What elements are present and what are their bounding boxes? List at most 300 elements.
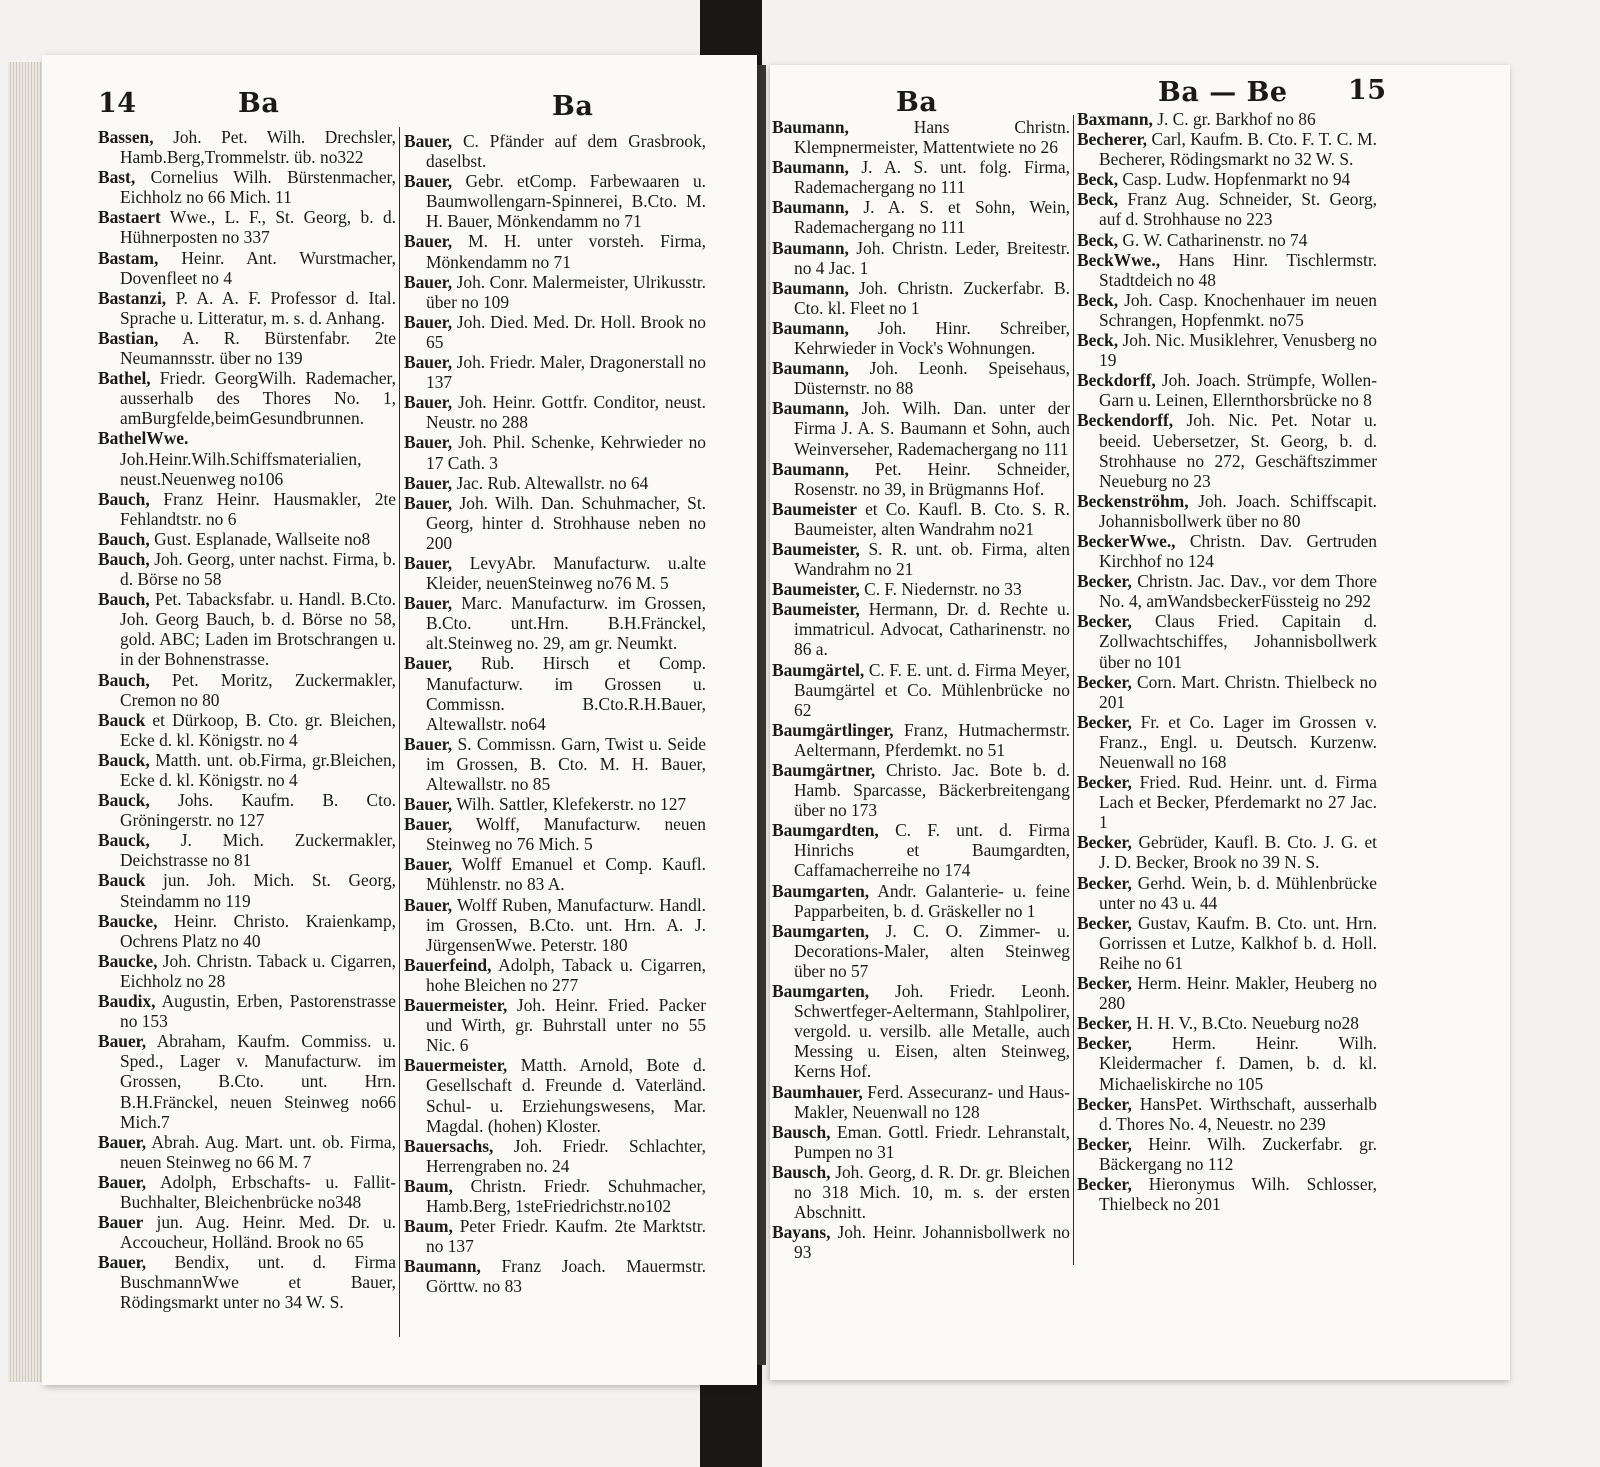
entry-details: Gebr. etComp. Farbewaaren u. Baumwollengarn-Spinnerei, B.Cto. M. H. Bauer, Mönkendamm no 71 (426, 171, 706, 232)
directory-entry (98, 1031, 396, 1131)
entry-details: Andr. Galanterie- u. feine Papparbeiten, b. d. Gräskeller no 1 (794, 880, 1070, 921)
page-number: 14 (98, 88, 137, 119)
entry-surname: Bauer, (404, 171, 453, 192)
directory-entry (404, 131, 706, 171)
entry-details: jun. Aug. Heinr. Med. Dr. u. Accoucheur, Holländ. Brook no 65 (120, 1212, 396, 1253)
directory-entry (1077, 290, 1377, 330)
directory-entry (772, 358, 1070, 398)
entry-surname: Bauerfeind, (404, 954, 492, 975)
entry-surname: Bauer, (98, 1252, 147, 1273)
entry-surname: Bauer, (404, 814, 453, 835)
entry-details: Franz, Hutmachermstr. Aeltermann, Pferdemkt. no 51 (794, 719, 1070, 760)
entry-details: Matth. unt. ob.Firma, gr.Bleichen, Ecke d. kl. Königstr. no 4 (120, 749, 396, 790)
entry-details: Pet. Moritz, Zuckermakler, Cremon no 80 (120, 669, 396, 710)
entry-surname: Becherer, (1077, 129, 1148, 150)
entry-details: Pet. Heinr. Schneider, Rosenstr. no 39, in Brügmanns Hof. (794, 458, 1070, 499)
entry-surname: Bauck (98, 709, 146, 730)
entry-details: Franz Aug. Schneider, St. Georg, auf d. Strohhause no 223 (1099, 189, 1377, 230)
entry-details: S. R. unt. ob. Firma, alten Wandrahm no 21 (794, 538, 1070, 580)
entry-surname: Bausch, (772, 1161, 831, 1182)
page-edges (8, 62, 42, 1382)
entry-surname: Bauer, (404, 231, 453, 252)
entry-details: C. F. E. unt. d. Firma Meyer, Baumgärtel et Co. Mühlenbrücke no 62 (794, 659, 1070, 720)
entry-details: Joh. Friedr. Schlachter, Herrengraben no. 24 (426, 1135, 706, 1176)
entry-surname: Baumeister, (772, 599, 860, 620)
entry-surname: Beck, (1077, 189, 1119, 210)
directory-entry (404, 392, 706, 432)
entry-details: Adolph, Erbschafts- u. Fallit-Buchhalter, Bleichenbrücke no348 (120, 1171, 396, 1212)
entry-details: Matth. Arnold, Bote d. Gesellschaft d. Freunde d. Vaterländ. Schul- u. Erziehungswesens, Mar. Magdal. (hohen) Kloster. (426, 1055, 706, 1136)
directory-entry (1077, 410, 1377, 490)
entry-details: J. Mich. Zuckermakler, Deichstrasse no 81 (120, 830, 396, 871)
entry-details: Herm. Heinr. Wilh. Kleidermacher f. Damen, b. d. kl. Michaeliskirche no 105 (1099, 1033, 1377, 1094)
entry-details: Jac. Rub. Altewallstr. no 64 (452, 472, 649, 493)
directory-entry (404, 734, 706, 794)
directory-entry (98, 830, 396, 870)
entry-surname: Baumgardten, (772, 820, 879, 841)
directory-entry (1077, 250, 1377, 290)
entry-surname: Bauer, (98, 1171, 147, 1192)
directory-entry (772, 117, 1070, 157)
entry-surname: Baumann, (772, 317, 849, 338)
directory-entry (404, 553, 706, 593)
entry-surname: Baudix, (98, 991, 156, 1012)
directory-entry (772, 197, 1070, 237)
entry-surname: Becker, (1077, 671, 1132, 692)
directory-entry (98, 911, 396, 951)
entry-details: Gust. Esplanade, Wallseite no8 (149, 528, 371, 549)
entry-details: Joh. Casp. Knochenhauer im neuen Schrangen, Hopfenmkt. no75 (1099, 289, 1377, 330)
entry-details: jun. Joh. Mich. St. Georg, Steindamm no 119 (120, 870, 396, 911)
directory-entry (772, 599, 1070, 659)
directory-entry (1077, 772, 1377, 832)
right-page (770, 65, 1510, 1380)
entry-surname: Bauer, (404, 311, 453, 332)
entry-surname: Beckenströhm, (1077, 490, 1189, 511)
directory-entry (98, 529, 396, 549)
entry-surname: Bauer, (404, 271, 453, 292)
entry-details: Joh. Christn. Leder, Breitestr. no 4 Jac. 1 (794, 237, 1070, 278)
entry-surname: BeckWwe., (1077, 249, 1161, 270)
entry-surname: Baumgarten, (772, 880, 870, 901)
entry-surname: Baumgarten, (772, 920, 870, 941)
entry-details: Joh. Leonh. Speisehaus, Düsternstr. no 88 (794, 358, 1070, 399)
entry-surname: Bauer, (404, 653, 453, 674)
entry-details: J. A. S. et Sohn, Wein, Rademachergang no 111 (794, 197, 1070, 238)
directory-entry (1077, 913, 1377, 973)
entry-surname: Beckdorff, (1077, 370, 1156, 391)
directory-entry (1077, 129, 1377, 169)
running-head-left: Ba (238, 88, 280, 119)
directory-entry (772, 820, 1070, 880)
entry-surname: Baumgärtel, (772, 659, 865, 680)
entry-surname: Becker, (1077, 1033, 1132, 1054)
entry-details: J. A. S. unt. folg. Firma, Rademachergang no 111 (794, 157, 1070, 198)
directory-entry (98, 710, 396, 750)
entry-surname: Becker, (1077, 1133, 1132, 1154)
running-head-right: Ba — Be (1158, 77, 1288, 108)
entry-surname: Bauer, (404, 131, 453, 151)
entry-surname: Baum, (404, 1175, 453, 1196)
entry-details: Joh. Georg, unter nachst. Firma, b. d. Börse no 58 (120, 548, 396, 590)
entry-surname: Bastian, (98, 327, 159, 348)
entry-surname: Becker, (1077, 973, 1132, 994)
entry-details: Joh. Wilh. Dan. Schuhmacher, St. Georg, hinter d. Strohhause neben no 200 (426, 492, 706, 553)
directory-entry (98, 288, 396, 328)
entry-surname: Bathel, (98, 368, 151, 389)
entry-surname: Bauer, (404, 733, 453, 754)
directory-entry (772, 499, 1070, 539)
entry-column-2 (404, 131, 706, 1366)
entry-details: Franz Heinr. Hausmakler, 2te Fehlandtstr. no 6 (120, 488, 396, 529)
entry-details: Eman. Gottl. Friedr. Lehranstalt, Pumpen no 31 (794, 1121, 1070, 1162)
entry-surname: Bauer, (404, 854, 453, 875)
entry-details: Heinr. Wilh. Zuckerfabr. gr. Bäckergang no 112 (1099, 1133, 1377, 1174)
directory-entry (1077, 491, 1377, 531)
entry-details: Joh. Christn. Taback u. Cigarren, Eichholz no 28 (120, 950, 396, 991)
directory-entry (404, 1256, 706, 1296)
entry-details: Cornelius Wilh. Bürstenmacher, Eichholz no 66 Mich. 11 (120, 167, 396, 208)
entry-surname: Bauch, (98, 669, 150, 690)
entry-details: Joh.Heinr.Wilh.Schiffsmaterialien, neust.Neuenweg no106 (120, 448, 362, 489)
entry-details: Joh. Heinr. Johannisbollwerk no 93 (794, 1222, 1070, 1263)
directory-entry (98, 670, 396, 710)
directory-entry (98, 167, 396, 207)
directory-entry (772, 459, 1070, 499)
directory-entry (772, 921, 1070, 981)
directory-entry (404, 352, 706, 392)
directory-entry (1077, 1134, 1377, 1174)
directory-entry (1077, 611, 1377, 671)
entry-details: Bendix, unt. d. Firma BuschmannWwe et Bauer, Rödingsmarkt unter no 34 W. S. (120, 1252, 396, 1313)
entry-surname: Becker, (1077, 1013, 1132, 1034)
directory-entry (98, 489, 396, 529)
directory-entry (98, 790, 396, 830)
page-number: 15 (1348, 75, 1387, 106)
entry-details: Hans Hinr. Tischlermstr. Stadtdeich no 48 (1099, 249, 1377, 290)
entry-surname: Bastaert (98, 207, 161, 228)
directory-entry (98, 1212, 396, 1252)
entry-surname: Beck, (1077, 330, 1119, 351)
entry-details: Gustav, Kaufm. B. Cto. unt. Hrn. Gorrissen et Lutze, Kalkhof b. d. Holl. Reihe no 61 (1099, 912, 1377, 973)
entry-surname: Bauermeister, (404, 995, 508, 1016)
directory-entry (98, 328, 396, 368)
directory-entry (404, 1136, 706, 1176)
directory-entry (98, 1132, 396, 1172)
directory-entry (1077, 712, 1377, 772)
directory-entry (772, 398, 1070, 458)
directory-entry (1077, 873, 1377, 913)
directory-entry (404, 794, 706, 814)
entry-column-1 (98, 127, 396, 1362)
entry-details: et Co. Kaufl. B. Cto. S. R. Baumeister, alten Wandrahm no21 (794, 498, 1070, 539)
entry-surname: Becker, (1077, 571, 1132, 592)
entry-surname: Baum, (404, 1216, 453, 1237)
entry-surname: Bausch, (772, 1121, 831, 1142)
entry-surname: Bauer, (404, 593, 453, 614)
entry-surname: Baumann, (772, 458, 849, 479)
entry-details: Joh. Hinr. Schreiber, Kehrwieder in Vock's Wohnungen. (794, 317, 1070, 359)
entry-details: Fried. Rud. Heinr. unt. d. Firma Lach et Becker, Pferdemarkt no 27 Jac. 1 (1099, 772, 1377, 833)
entry-details: Abrah. Aug. Mart. unt. ob. Firma, neuen Steinweg no 66 M. 7 (120, 1131, 396, 1172)
directory-entry (1077, 189, 1377, 229)
directory-entry (772, 1122, 1070, 1162)
entry-details: Hieronymus Wilh. Schlosser, Thielbeck no 201 (1099, 1173, 1377, 1215)
entry-details: Hermann, Dr. d. Rechte u. immatricul. Advocat, Catharinenstr. no 86 a. (794, 599, 1070, 660)
entry-surname: Baumgärtner, (772, 760, 876, 780)
entry-surname: BathelWwe. (98, 428, 189, 449)
entry-surname: Bauck, (98, 749, 150, 770)
directory-entry (772, 760, 1070, 820)
entry-details: Joh. Joach. Strümpfe, Wollen-Garn u. Leinen, Ellernthorsbrücke no 8 (1099, 370, 1377, 411)
directory-entry (1077, 109, 1377, 129)
entry-surname: Bauer, (98, 1031, 147, 1052)
entry-details: Heinr. Christo. Kraienkamp, Ochrens Platz no 40 (120, 910, 396, 951)
entry-surname: Bauer (98, 1212, 144, 1233)
entry-surname: Bastam, (98, 247, 159, 268)
entry-surname: Baumgarten, (772, 981, 870, 1002)
entry-surname: Bauck, (98, 830, 150, 851)
entry-details: C. Pfänder auf dem Grasbrook, daselbst. (426, 131, 706, 172)
entry-surname: Bauck, (98, 790, 150, 811)
entry-details: H. H. V., B.Cto. Neueburg no28 (1131, 1013, 1359, 1034)
entry-details: Marc. Manufacturw. im Grossen, B.Cto. unt.Hrn. B.H.Fränckel, alt.Steinweg no. 29, am gr. Neumkt. (426, 593, 706, 654)
entry-details: S. Commissn. Garn, Twist u. Seide im Grossen, B. Cto. M. H. Bauer, Altewallstr. no 85 (426, 733, 706, 794)
directory-entry (404, 955, 706, 995)
entry-details: Joh. Heinr. Fried. Packer und Wirth, gr. Buhrstall unter no 55 Nic. 6 (426, 995, 706, 1056)
entry-surname: Bayans, (772, 1222, 831, 1243)
entry-surname: Beck, (1077, 229, 1119, 250)
entry-details: M. H. unter vorsteh. Firma, Mönkendamm no 71 (426, 231, 706, 272)
entry-surname: Beck, (1077, 169, 1119, 190)
directory-entry (772, 157, 1070, 197)
entry-surname: Baumann, (772, 197, 849, 218)
directory-entry (772, 318, 1070, 358)
entry-details: Ferd. Assecuranz- und Haus-Makler, Neuenwall no 128 (794, 1081, 1070, 1122)
entry-details: A. R. Bürstenfabr. 2te Neumannsstr. über no 139 (120, 327, 396, 369)
entry-details: Joh. Heinr. Gottfr. Conditor, neust. Neustr. no 288 (426, 392, 706, 433)
entry-surname: Becker, (1077, 711, 1132, 732)
entry-surname: Baxmann, (1077, 109, 1153, 129)
directory-entry (1077, 1033, 1377, 1093)
directory-entry (404, 1055, 706, 1135)
directory-entry (404, 312, 706, 352)
entry-surname: Bauersachs, (404, 1135, 494, 1156)
entry-details: Wolff, Manufacturw. neuen Steinweg no 76 Mich. 5 (426, 814, 706, 855)
entry-details: Augustin, Erben, Pastorenstrasse no 153 (120, 991, 396, 1032)
entry-details: J. C. gr. Barkhof no 86 (1152, 109, 1316, 129)
entry-details: Joh. Joach. Schiffscapit. Johannisbollwerk über no 80 (1099, 490, 1377, 531)
directory-entry (1077, 531, 1377, 571)
entry-details: Casp. Ludw. Hopfenmarkt no 94 (1118, 169, 1351, 190)
entry-surname: Baumeister, (772, 579, 860, 600)
entry-surname: Becker, (1077, 872, 1132, 893)
directory-entry (772, 981, 1070, 1081)
entry-surname: Baumann, (772, 237, 849, 258)
entry-details: Heinr. Ant. Wurstmacher, Dovenfleet no 4 (120, 247, 396, 288)
entry-details: Joh. Died. Med. Dr. Holl. Brook no 65 (426, 311, 706, 352)
running-head-left: Ba (896, 87, 938, 118)
directory-entry (1077, 169, 1377, 189)
directory-entry (1077, 330, 1377, 370)
entry-details: C. F. unt. d. Firma Hinrichs et Baumgardten, Caffamacherreihe no 174 (794, 820, 1070, 881)
directory-entry (98, 991, 396, 1031)
entry-surname: Baucke, (98, 950, 158, 971)
entry-surname: Bauer, (404, 392, 453, 413)
directory-entry (404, 493, 706, 553)
directory-entry (404, 814, 706, 854)
entry-details: et Dürkoop, B. Cto. gr. Bleichen, Ecke d. kl. Königstr. no 4 (120, 709, 396, 750)
running-head-right: Ba (552, 91, 594, 122)
directory-entry (404, 995, 706, 1055)
directory-entry (772, 238, 1070, 278)
directory-entry (772, 539, 1070, 579)
entry-column-2 (1077, 109, 1377, 1339)
entry-surname: Becker, (1077, 772, 1132, 793)
entry-details: Peter Friedr. Kaufm. 2te Marktstr. no 137 (426, 1216, 706, 1257)
entry-surname: Beck, (1077, 289, 1119, 310)
entry-surname: Bauer, (404, 894, 453, 915)
entry-details: Gebrüder, Kaufl. B. Cto. J. G. et J. D. Becker, Brook no 39 N. S. (1099, 832, 1377, 873)
entry-surname: Bastanzi, (98, 287, 167, 308)
entry-surname: Baumann, (772, 117, 849, 137)
entry-details: Corn. Mart. Christn. Thielbeck no 201 (1099, 671, 1377, 712)
entry-details: Joh. Christn. Zuckerfabr. B. Cto. kl. Fleet no 1 (794, 277, 1070, 318)
directory-entry (1077, 370, 1377, 410)
entry-column-1 (772, 117, 1070, 1347)
directory-entry (1077, 1013, 1377, 1033)
entry-details: Christo. Jac. Bote b. d. Hamb. Sparcasse, Bäckerbreitengang über no 173 (794, 760, 1070, 821)
directory-entry (404, 473, 706, 493)
entry-surname: Becker, (1077, 1173, 1132, 1194)
directory-entry (1077, 1094, 1377, 1134)
directory-entry (404, 171, 706, 231)
entry-details: Wolff Emanuel et Comp. Kaufl. Mühlenstr. no 83 A. (426, 854, 706, 895)
entry-details: Rub. Hirsch et Comp. Manufacturw. im Grossen u. Commissn. B.Cto.R.H.Bauer, Altewallstr. no64 (426, 653, 706, 734)
entry-surname: Bauermeister, (404, 1055, 508, 1076)
directory-entry (772, 660, 1070, 720)
directory-entry (98, 1252, 396, 1312)
entry-surname: Bauer, (404, 352, 453, 373)
entry-details: Joh. Conr. Malermeister, Ulrikusstr. über no 109 (426, 271, 706, 312)
entry-surname: Baumann, (404, 1256, 481, 1277)
entry-surname: Becker, (1077, 912, 1132, 933)
entry-surname: Bauer, (404, 552, 453, 573)
column-rule (1073, 115, 1074, 1265)
directory-entry (98, 368, 396, 428)
entry-details: Gerhd. Wein, b. d. Mühlenbrücke unter no 43 u. 44 (1099, 872, 1377, 913)
entry-surname: Baumhauer, (772, 1081, 863, 1102)
directory-entry (404, 653, 706, 733)
directory-entry (1077, 571, 1377, 611)
entry-details: HansPet. Wirthschaft, ausserhalb d. Thores No. 4, Neuestr. no 239 (1099, 1093, 1377, 1134)
directory-entry (772, 1162, 1070, 1222)
directory-entry (98, 1172, 396, 1212)
directory-entry (98, 750, 396, 790)
directory-entry (404, 593, 706, 653)
directory-entry (404, 895, 706, 955)
directory-entry (404, 1216, 706, 1256)
left-page (42, 55, 757, 1385)
entry-surname: Baucke, (98, 910, 158, 931)
directory-entry (98, 549, 396, 589)
directory-entry (98, 870, 396, 910)
directory-entry (98, 951, 396, 991)
directory-entry (404, 432, 706, 472)
directory-entry (1077, 832, 1377, 872)
directory-entry (404, 272, 706, 312)
entry-details: Hans Christn. Klempnermeister, Mattentwiete no 26 (794, 117, 1070, 158)
entry-details: J. C. O. Zimmer- u. Decorations-Maler, alten Steinweg über no 57 (794, 920, 1070, 981)
directory-entry (98, 207, 396, 247)
entry-surname: Baumeister, (772, 538, 860, 559)
entry-surname: Baumann, (772, 398, 849, 419)
directory-entry (404, 1176, 706, 1216)
entry-details: Franz Joach. Mauermstr. Görttw. no 83 (426, 1256, 706, 1297)
entry-details: Joh. Georg, d. R. Dr. gr. Bleichen no 318 Mich. 10, m. s. der ersten Abschnitt. (794, 1161, 1070, 1223)
column-rule (399, 127, 400, 1337)
entry-details: Joh. Nic. Pet. Notar u. beeid. Uebersetzer, St. Georg, b. d. Strohhause no 272, Geschäftszimmer Neueburg no 23 (1099, 410, 1377, 491)
entry-surname: Bauer, (404, 794, 453, 815)
directory-entry (98, 428, 396, 488)
entry-details: Wolff Ruben, Manufacturw. Handl. im Grossen, B.Cto. unt. Hrn. A. J. JürgensenWwe. Peterstr. 180 (426, 894, 706, 955)
entry-details: Abraham, Kaufm. Commiss. u. Sped., Lager v. Manufacturw. im Grossen, B.Cto. unt. Hrn. B.H.Fränckel, neuen Steinweg no66 Mich.7 (120, 1031, 396, 1132)
directory-entry (772, 278, 1070, 318)
entry-details: Christn. Jac. Dav., vor dem Thore No. 4, amWandsbeckerFüssteig no 292 (1099, 571, 1377, 612)
entry-details: Wilh. Sattler, Klefekerstr. no 127 (452, 794, 687, 815)
entry-details: Carl, Kaufm. B. Cto. F. T. C. M. Becherer, Rödingsmarkt no 32 W. S. (1099, 129, 1377, 170)
entry-surname: Bauer, (404, 472, 453, 493)
entry-surname: Bauck (98, 870, 146, 891)
directory-entry (404, 854, 706, 894)
entry-details: P. A. A. F. Professor d. Ital. Sprache u. Litteratur, m. s. d. Anhang. (120, 287, 396, 328)
directory-entry (1077, 230, 1377, 250)
entry-details: G. W. Catharinenstr. no 74 (1118, 229, 1308, 250)
directory-entry (98, 248, 396, 288)
entry-surname: Baumgärtlinger, (772, 719, 894, 740)
directory-entry (772, 579, 1070, 599)
entry-surname: Beckendorff, (1077, 410, 1174, 431)
entry-details: Fr. et Co. Lager im Grossen v. Franz., Engl. u. Deutsch. Kurzenw. Neuenwall no 168 (1099, 711, 1377, 772)
entry-surname: Becker, (1077, 611, 1132, 632)
entry-details: Joh. Friedr. Leonh. Schwertfeger-Aeltermann, Stahlpolirer, vergold. u. versilb. alle Metalle, auch Messing u. Eisen, alten Steinweg, Kerns Hof. (794, 981, 1070, 1082)
entry-surname: Baumann, (772, 157, 849, 178)
directory-entry (772, 1082, 1070, 1122)
directory-entry (98, 589, 396, 669)
entry-surname: Bassen, (98, 127, 154, 147)
entry-details: Claus Fried. Capitain d. Zollwachtschiffes, Johannisbollwerk über no 101 (1099, 611, 1377, 672)
entry-details: Adolph, Taback u. Cigarren, hohe Bleichen no 277 (426, 954, 706, 995)
entry-details: Christn. Friedr. Schuhmacher, Hamb.Berg, 1steFriedrichstr.no102 (426, 1175, 706, 1216)
entry-details: LevyAbr. Manufacturw. u.alte Kleider, neuenSteinweg no76 M. 5 (426, 552, 706, 594)
directory-entry (98, 127, 396, 167)
entry-surname: BeckerWwe., (1077, 530, 1176, 551)
entry-surname: Bauch, (98, 528, 150, 549)
entry-surname: Baumann, (772, 277, 849, 298)
entry-details: Johs. Kaufm. B. Cto. Gröningerstr. no 127 (120, 790, 396, 831)
entry-details: Joh. Wilh. Dan. unter der Firma J. A. S. Baumann et Sohn, auch Weinverseher, Rademachergang no 111 (794, 398, 1070, 459)
directory-entry (1077, 973, 1377, 1013)
entry-surname: Bauch, (98, 589, 150, 610)
entry-surname: Bauch, (98, 488, 150, 509)
directory-entry (1077, 672, 1377, 712)
entry-details: Herm. Heinr. Makler, Heuberg no 280 (1099, 973, 1377, 1014)
entry-details: Friedr. GeorgWilh. Rademacher, ausserhalb des Thores No. 1, amBurgfelde,beimGesundbrunnen. (120, 368, 396, 429)
entry-surname: Bauer, (98, 1131, 147, 1152)
entry-details: Christn. Dav. Gertruden Kirchhof no 124 (1099, 530, 1377, 572)
entry-surname: Bast, (98, 167, 136, 188)
entry-details: Wwe., L. F., St. Georg, b. d. Hühnerposten no 337 (120, 207, 396, 248)
